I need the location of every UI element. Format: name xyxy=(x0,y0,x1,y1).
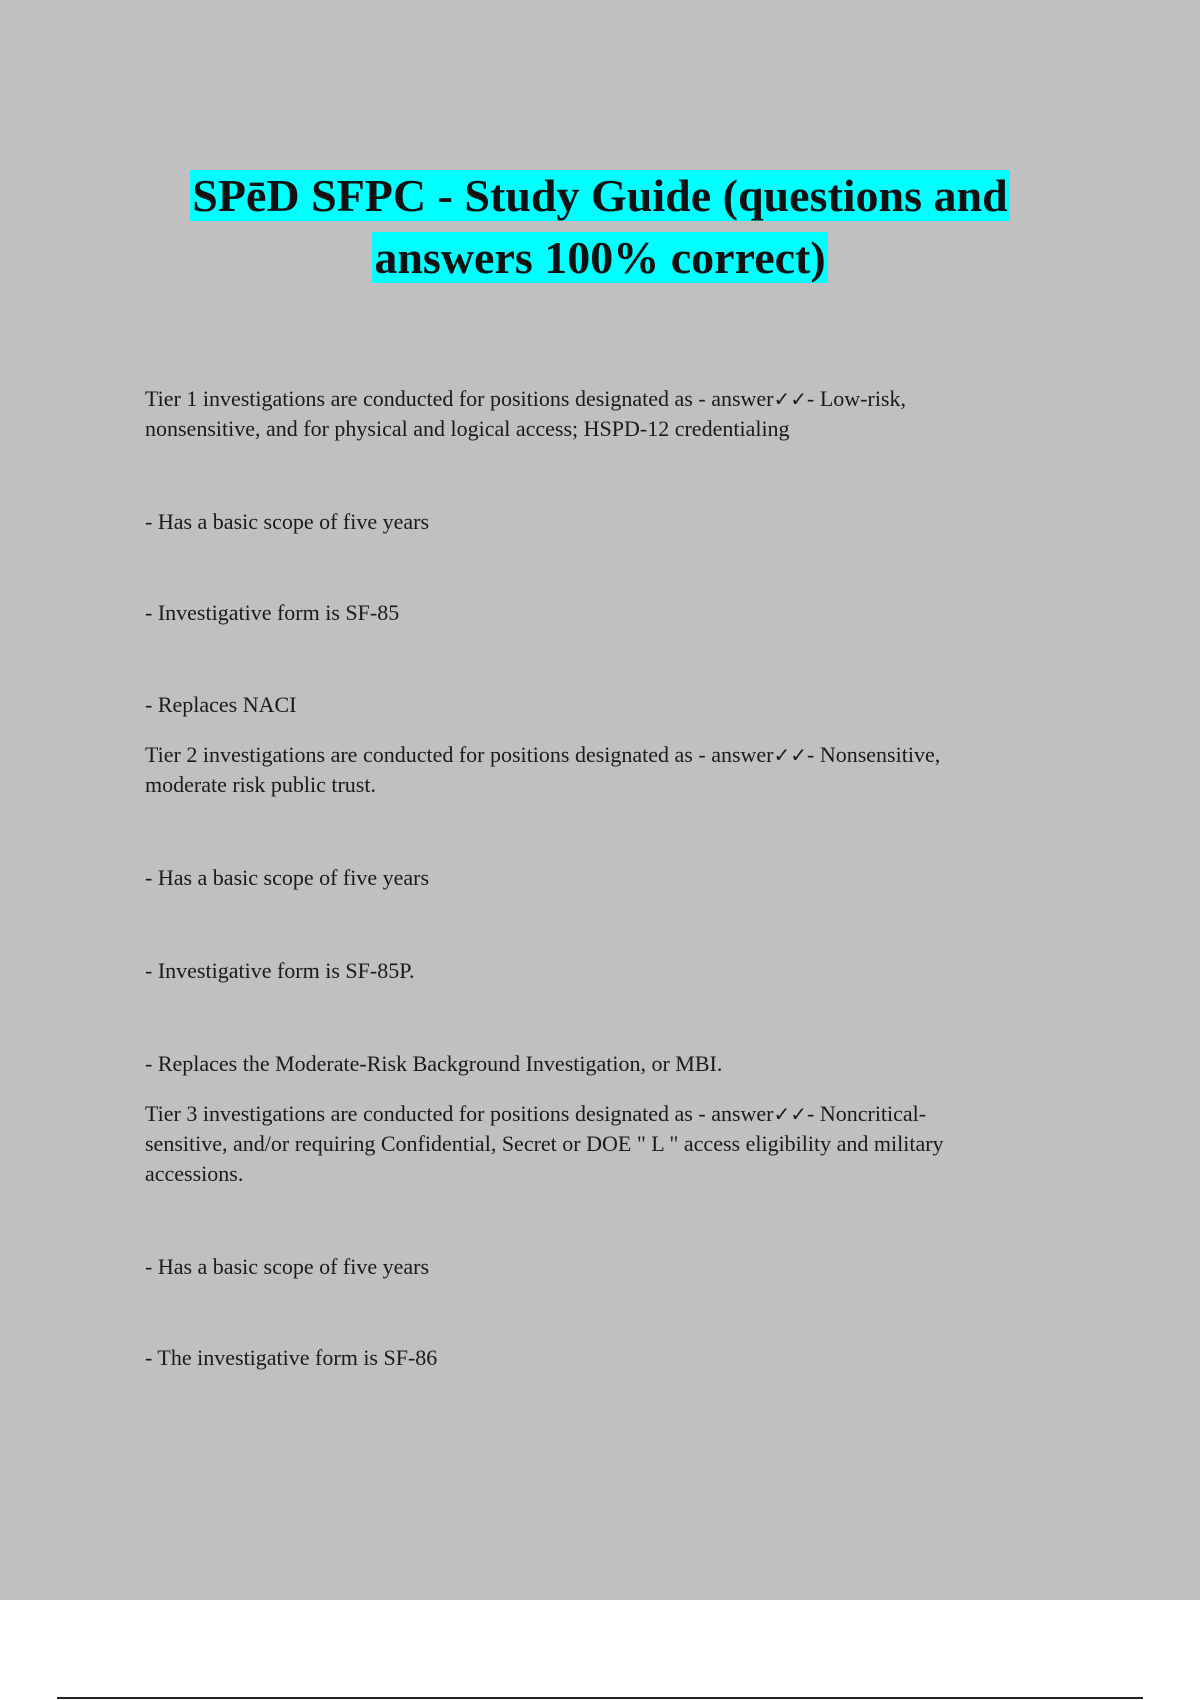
tier1-question-text: Tier 1 investigations are conducted for positions designated as - answer xyxy=(145,386,774,411)
tier2-bullet-replaces: - Replaces the Moderate-Risk Background Investigation, or MBI. xyxy=(145,1051,723,1076)
tier3-check-icon: ✓✓ xyxy=(773,1102,808,1126)
title-line-1: SPēD SFPC - Study Guide (questions and xyxy=(192,170,1008,221)
tier1-question xyxy=(145,384,1055,444)
tier2-check-icon: ✓✓ xyxy=(773,743,808,767)
tier2-bullet-scope: - Has a basic scope of five years xyxy=(145,865,430,890)
tier2-answer-line-1: - Nonsensitive, xyxy=(807,742,941,767)
tier3-answer-line-2: sensitive, and/or requiring Confidential, Secret or DOE " L " access eligibility and military xyxy=(145,1131,944,1156)
footer-divider xyxy=(57,1697,1143,1699)
title-block xyxy=(0,165,1200,289)
tier3-question-text: Tier 3 investigations are conducted for positions designated as - answer xyxy=(145,1101,774,1126)
tier2-question xyxy=(145,740,1055,800)
document-title xyxy=(0,165,1200,289)
tier3-answer-line-3: accessions. xyxy=(145,1161,244,1186)
tier1-answer-line-2: nonsensitive, and for physical and logical access; HSPD-12 credentialing xyxy=(145,416,790,441)
document-body xyxy=(145,384,1055,1373)
tier1-bullet-form: - Investigative form is SF-85 xyxy=(145,600,400,625)
tier1-bullet-replaces: - Replaces NACI xyxy=(145,692,297,717)
tier1-check-icon: ✓✓ xyxy=(773,387,808,411)
tier2-bullet-form: - Investigative form is SF-85P. xyxy=(145,958,415,983)
tier1-answer-line-1: - Low-risk, xyxy=(807,386,906,411)
tier1-bullet-scope: - Has a basic scope of five years xyxy=(145,509,430,534)
tier3-question xyxy=(145,1099,1055,1189)
tier3-bullet-scope: - Has a basic scope of five years xyxy=(145,1254,430,1279)
tier2-question-text: Tier 2 investigations are conducted for positions designated as - answer xyxy=(145,742,774,767)
title-line-2: answers 100% correct) xyxy=(374,232,826,283)
tier3-answer-line-1: - Noncritical- xyxy=(807,1101,927,1126)
tier2-answer-line-2: moderate risk public trust. xyxy=(145,772,376,797)
tier3-bullet-form: - The investigative form is SF-86 xyxy=(145,1345,438,1370)
